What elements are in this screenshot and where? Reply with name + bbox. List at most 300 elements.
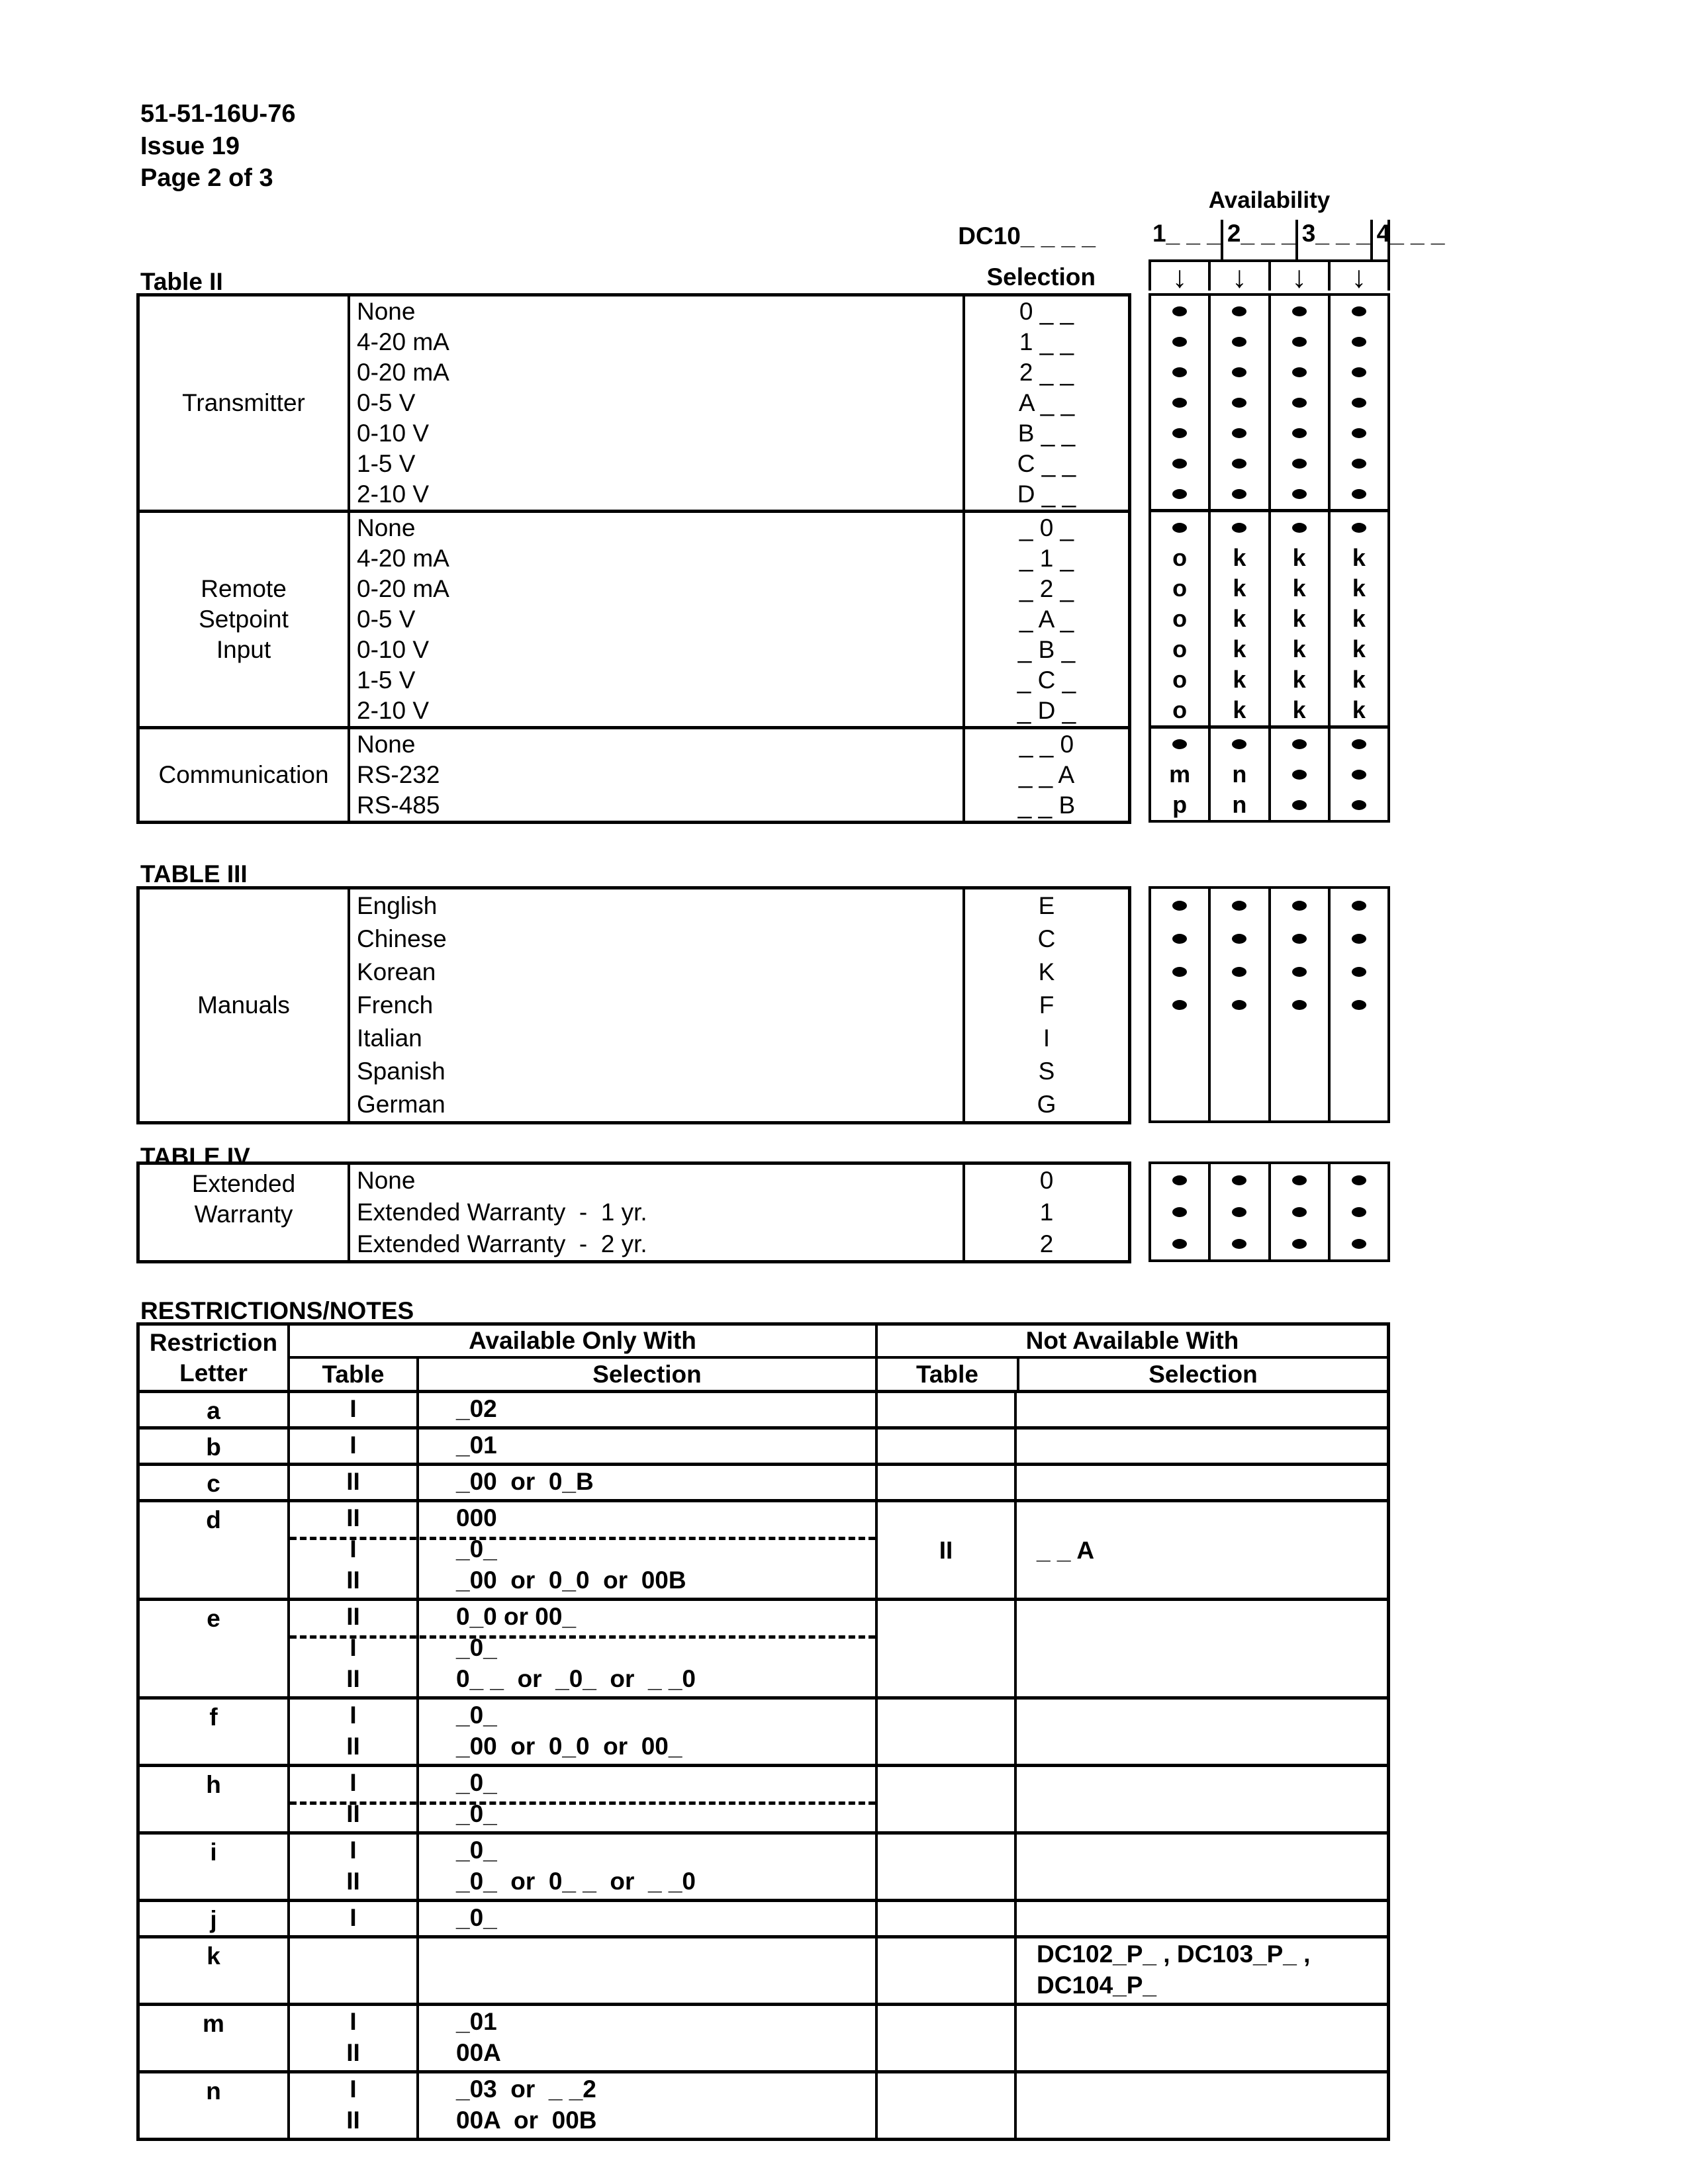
availability-marker [1151, 448, 1208, 478]
availability-marker [1151, 729, 1208, 759]
category-label: Setpoint [199, 606, 289, 633]
availability-row [1151, 1054, 1387, 1087]
restriction-row [140, 1426, 1387, 1463]
restriction-row [140, 1598, 1387, 1696]
bullet-icon [1292, 1175, 1307, 1185]
availability-title: Availability [1208, 187, 1331, 213]
selection-column-label: Selection [986, 263, 1096, 291]
availability-marker: k [1328, 604, 1387, 634]
availability-marker [1151, 1021, 1208, 1054]
availability-marker: k [1268, 634, 1328, 664]
availability-row [1151, 326, 1387, 357]
avail-table-value: II [346, 2039, 360, 2066]
selection-col-header: Selection [1017, 1359, 1387, 1390]
availability-row [1151, 573, 1387, 604]
table-section [140, 296, 1128, 510]
table-row [350, 296, 1128, 327]
table-row [350, 956, 1128, 989]
navail-selection-value: DC104_P_ [1037, 1972, 1157, 1999]
availability-row [1151, 1021, 1387, 1054]
availability-section [1151, 509, 1387, 725]
avail-selection-value: 00A or 00B [456, 2107, 597, 2134]
table-row [350, 989, 1128, 1022]
bullet-icon [1292, 523, 1307, 533]
arrow-down-icon: ↓ [1268, 262, 1328, 291]
option-label: None [357, 298, 416, 325]
avail-table-value: II [346, 1504, 360, 1531]
not-available-with-header: Not Available With [878, 1326, 1387, 1359]
bullet-icon [1232, 1239, 1246, 1249]
availability-section [1151, 725, 1387, 820]
avail-table-col [290, 1393, 416, 1426]
availability-marker [1328, 512, 1387, 543]
bullet-icon [1172, 523, 1187, 533]
avail-selection-value: _01 [456, 2008, 497, 2035]
table4-availability-grid [1149, 1161, 1390, 1262]
selection-code: C _ _ [962, 449, 1128, 479]
selection-code: D _ _ [962, 479, 1128, 510]
availability-row [1151, 512, 1387, 543]
availability-marker: k [1208, 695, 1268, 725]
availability-arrows-row [1149, 259, 1387, 294]
avail-table-col [290, 1835, 416, 1899]
availability-marker [1151, 1087, 1208, 1120]
dashed-divider [290, 1537, 875, 1540]
restriction-row [140, 1463, 1387, 1499]
avail-selection-value: _00 or 0_0 or 00B [456, 1567, 686, 1594]
option-label: Extended Warranty - 2 yr. [357, 1230, 647, 1257]
availability-row [1151, 357, 1387, 387]
availability-marker [1268, 387, 1328, 418]
selection-code: _ B _ [962, 635, 1128, 665]
availability-row [1151, 922, 1387, 955]
table-row [350, 1055, 1128, 1088]
table-row [350, 574, 1128, 604]
navail-table-col [875, 1767, 1014, 1831]
available-only-with-group [290, 1326, 875, 1390]
bullet-icon [1352, 770, 1366, 780]
availability-column-labels [1149, 220, 1445, 259]
restrictions-table [136, 1322, 1390, 2141]
restrictions-label: RESTRICTIONS/NOTES [140, 1297, 414, 1324]
availability-marker [1151, 1228, 1208, 1259]
not-available-with-group [875, 1326, 1387, 1390]
option-label: 0-20 mA [357, 575, 449, 602]
availability-marker [1328, 790, 1387, 820]
availability-marker [1151, 1054, 1208, 1087]
bullet-icon [1172, 901, 1187, 911]
table-section [140, 889, 1128, 1121]
selection-code: E [962, 889, 1128, 923]
availability-marker [1208, 512, 1268, 543]
availability-marker: n [1208, 790, 1268, 820]
bullet-icon [1172, 739, 1187, 749]
navail-table-col [875, 1466, 1014, 1499]
bullet-icon [1352, 398, 1366, 408]
availability-row [1151, 1164, 1387, 1196]
availability-marker [1268, 790, 1328, 820]
bullet-icon [1172, 398, 1187, 408]
availability-row [1151, 296, 1387, 326]
available-only-with-subheader [290, 1359, 875, 1390]
availability-marker [1151, 1196, 1208, 1228]
table2-label: Table II [140, 268, 223, 295]
selection-code: G [962, 1088, 1128, 1121]
bullet-icon [1292, 800, 1307, 810]
avail-table-col [290, 2073, 416, 2138]
availability-marker [1268, 1087, 1328, 1120]
availability-marker: o [1172, 605, 1188, 632]
restriction-letter: j [140, 1902, 290, 1935]
availability-row [1151, 988, 1387, 1021]
bullet-icon [1352, 306, 1366, 316]
table3-availability-grid [1149, 886, 1390, 1123]
bullet-icon [1292, 459, 1307, 469]
availability-marker [1151, 387, 1208, 418]
bullet-icon [1172, 967, 1187, 977]
availability-marker [1328, 1196, 1387, 1228]
table-row [350, 327, 1128, 357]
availability-marker [1208, 1164, 1268, 1196]
availability-header-grid [1149, 220, 1445, 294]
avail-selection-value: _00 or 0_B [456, 1468, 594, 1495]
bullet-icon [1172, 337, 1187, 347]
table4-label: TABLE IV [140, 1143, 250, 1170]
availability-marker [1268, 1228, 1328, 1259]
category-label: Transmitter [182, 389, 305, 416]
option-label: 0-10 V [357, 636, 430, 663]
bullet-icon [1232, 967, 1246, 977]
avail-table-value: I [350, 1769, 357, 1796]
table-row [350, 729, 1128, 760]
availability-column-label: 4_ _ _ [1370, 220, 1445, 259]
avail-table-col [290, 1430, 416, 1463]
availability-row [1151, 543, 1387, 573]
avail-table-value: I [350, 2008, 357, 2035]
availability-marker: k [1268, 664, 1328, 695]
category-label: Remote [201, 575, 287, 602]
category-cell [140, 729, 350, 821]
dashed-divider [290, 1801, 875, 1805]
avail-table-value: I [350, 1432, 357, 1459]
availability-marker: k [1328, 573, 1387, 604]
bullet-icon [1352, 1207, 1366, 1217]
bullet-icon [1232, 367, 1246, 377]
option-label: RS-485 [357, 792, 440, 819]
bullet-icon [1292, 367, 1307, 377]
navail-selection-value: DC102_P_ , DC103_P_ , [1037, 1940, 1311, 1968]
restriction-letter: f [140, 1700, 290, 1764]
table-row [350, 665, 1128, 696]
bullet-icon [1172, 306, 1187, 316]
table2-availability-grid [1149, 293, 1390, 823]
availability-row [1151, 604, 1387, 634]
avail-selection-col [416, 1835, 875, 1899]
navail-selection-col [1014, 1938, 1387, 2003]
availability-marker [1151, 1164, 1208, 1196]
availability-row [1151, 955, 1387, 988]
avail-selection-value: 0_ _ or _0_ or _ _0 [456, 1665, 696, 1692]
bullet-icon [1352, 459, 1366, 469]
availability-row [1151, 1087, 1387, 1120]
availability-marker: o [1172, 635, 1188, 662]
dashed-divider [290, 1635, 875, 1639]
avail-selection-value: _0_ [456, 1800, 497, 1827]
availability-row [1151, 790, 1387, 820]
avail-table-value: I [350, 2075, 357, 2103]
navail-selection-col [1014, 1502, 1387, 1598]
selection-code: K [962, 956, 1128, 989]
bullet-icon [1172, 934, 1187, 944]
availability-marker [1328, 448, 1387, 478]
navail-table-col [875, 2073, 1014, 2138]
avail-selection-value: 00A [456, 2039, 501, 2066]
options-column [350, 296, 1128, 510]
availability-marker [1328, 955, 1387, 988]
avail-table-value: II [346, 1468, 360, 1495]
table-row [350, 790, 1128, 821]
availability-row [1151, 387, 1387, 418]
selection-code: _ 0 _ [962, 513, 1128, 543]
category-label: Manuals [197, 991, 290, 1019]
availability-marker [1268, 759, 1328, 790]
navail-selection-col [1014, 1902, 1387, 1935]
bullet-icon [1172, 459, 1187, 469]
selection-col-header: Selection [416, 1359, 875, 1390]
navail-selection-col [1014, 1700, 1387, 1764]
restriction-letter: i [140, 1835, 290, 1899]
selection-code: 1 [962, 1197, 1128, 1228]
avail-table-value: II [346, 1567, 360, 1594]
restrictions-header [140, 1326, 1387, 1390]
option-label: French [357, 991, 434, 1019]
availability-marker: k [1268, 573, 1328, 604]
availability-row [1151, 759, 1387, 790]
avail-selection-value: _00 or 0_0 or 00_ [456, 1733, 682, 1760]
availability-row [1151, 1228, 1387, 1259]
avail-selection-col [416, 1700, 875, 1764]
restriction-letter: k [140, 1938, 290, 2003]
availability-marker [1268, 1054, 1328, 1087]
availability-row [1151, 418, 1387, 448]
table-row [350, 760, 1128, 790]
availability-marker [1268, 478, 1328, 509]
availability-marker [1268, 729, 1328, 759]
bullet-icon [1172, 1207, 1187, 1217]
availability-section [1151, 1164, 1387, 1259]
availability-marker: k [1268, 543, 1328, 573]
category-cell [140, 513, 350, 726]
navail-selection-col [1014, 1767, 1387, 1831]
availability-marker [1268, 418, 1328, 448]
bullet-icon [1352, 523, 1366, 533]
option-label: 2-10 V [357, 480, 430, 508]
table-row [350, 543, 1128, 574]
availability-marker: k [1208, 543, 1268, 573]
restriction-letter: m [140, 2006, 290, 2070]
navail-selection-col [1014, 2073, 1387, 2138]
availability-marker [1208, 387, 1268, 418]
bullet-icon [1292, 1207, 1307, 1217]
availability-row [1151, 695, 1387, 725]
availability-marker [1268, 512, 1328, 543]
table-col-header: Table [916, 1360, 978, 1388]
avail-selection-col [416, 2073, 875, 2138]
availability-marker [1151, 418, 1208, 448]
category-cell [140, 296, 350, 510]
bullet-icon [1232, 337, 1246, 347]
availability-marker: k [1208, 573, 1268, 604]
avail-table-col [290, 2006, 416, 2070]
option-label: 4-20 mA [357, 328, 449, 355]
model-prefix-label: DC10_ _ _ _ [958, 222, 1096, 250]
selection-code: _ _ 0 [962, 729, 1128, 760]
bullet-icon [1352, 901, 1366, 911]
avail-selection-col [416, 1430, 875, 1463]
option-label: Italian [357, 1024, 422, 1052]
availability-marker [1268, 988, 1328, 1021]
avail-selection-value: _0_ [456, 1634, 497, 1661]
availability-marker [1268, 922, 1328, 955]
availability-marker [1208, 729, 1268, 759]
avail-selection-value: _03 or _ _2 [456, 2075, 596, 2103]
restriction-row [140, 1831, 1387, 1899]
availability-marker [1328, 1228, 1387, 1259]
option-label: None [357, 731, 416, 758]
availability-row [1151, 664, 1387, 695]
available-only-with-header: Available Only With [290, 1326, 875, 1359]
avail-table-value: I [350, 1702, 357, 1729]
restriction-letter: n [140, 2073, 290, 2138]
avail-selection-value: 000 [456, 1504, 497, 1531]
availability-marker [1268, 1021, 1328, 1054]
availability-marker [1208, 448, 1268, 478]
availability-marker: k [1268, 604, 1328, 634]
availability-marker [1268, 448, 1328, 478]
option-label: 1-5 V [357, 666, 416, 694]
doc-number: 51-51-16U-76 [140, 100, 296, 128]
restriction-letter: d [140, 1502, 290, 1598]
avail-selection-col [416, 1502, 875, 1598]
option-label: Spanish [357, 1058, 445, 1085]
options-column [350, 889, 1128, 1121]
bullet-icon [1292, 1000, 1307, 1010]
restriction-letter: c [140, 1466, 290, 1499]
option-label: Korean [357, 958, 436, 985]
avail-table-col [290, 1502, 416, 1598]
availability-marker [1208, 955, 1268, 988]
navail-table-col [875, 1502, 1014, 1598]
avail-table-value: I [350, 1904, 357, 1931]
table-col-header: Table [322, 1360, 385, 1388]
availability-marker: p [1172, 791, 1188, 818]
option-label: 0-20 mA [357, 359, 449, 386]
navail-table-col [875, 1700, 1014, 1764]
availability-marker [1208, 1228, 1268, 1259]
restriction-rows [140, 1390, 1387, 2138]
table-row [350, 889, 1128, 923]
table-row [350, 604, 1128, 635]
availability-marker: o [1172, 666, 1188, 693]
table-row [350, 418, 1128, 449]
avail-table-value: II [346, 1800, 360, 1827]
category-cell [140, 1165, 350, 1260]
availability-marker [1208, 326, 1268, 357]
availability-marker [1151, 326, 1208, 357]
category-label: Warranty [194, 1201, 293, 1228]
navail-table-value [878, 1938, 1014, 1970]
selection-code: 1 _ _ [962, 327, 1128, 357]
bullet-icon [1232, 428, 1246, 438]
navail-table-value: II [939, 1536, 953, 1564]
navail-selection-col [1014, 1835, 1387, 1899]
avail-selection-value: _01 [456, 1432, 497, 1459]
bullet-icon [1292, 306, 1307, 316]
navail-selection-col [1014, 1430, 1387, 1463]
option-label: 4-20 mA [357, 545, 449, 572]
table-row [350, 696, 1128, 726]
avail-table-value: I [350, 1634, 357, 1661]
avail-selection-value: _0_ [456, 1769, 497, 1796]
avail-table-col [290, 1902, 416, 1935]
availability-marker [1328, 1087, 1387, 1120]
selection-code: S [962, 1055, 1128, 1088]
table-section [140, 726, 1128, 821]
restriction-row [140, 2003, 1387, 2070]
navail-selection-col [1014, 1393, 1387, 1426]
category-label: Extended [191, 1170, 296, 1197]
avail-table-col [290, 1601, 416, 1696]
table4-main-table [136, 1161, 1131, 1263]
table-row [350, 479, 1128, 510]
table-row [350, 1165, 1128, 1197]
doc-issue: Issue 19 [140, 132, 240, 160]
options-column [350, 729, 1128, 821]
restriction-letter: a [140, 1393, 290, 1426]
selection-code: _ 1 _ [962, 543, 1128, 574]
avail-selection-col [416, 1902, 875, 1935]
navail-table-col [875, 1938, 1014, 2003]
restriction-row [140, 1390, 1387, 1426]
availability-row [1151, 448, 1387, 478]
selection-code: A _ _ [962, 388, 1128, 418]
table-section [140, 1165, 1128, 1260]
arrow-down-icon: ↓ [1149, 262, 1208, 291]
restriction-row [140, 2070, 1387, 2138]
bullet-icon [1352, 489, 1366, 499]
availability-marker [1328, 387, 1387, 418]
bullet-icon [1292, 770, 1307, 780]
selection-code: _ A _ [962, 604, 1128, 635]
bullet-icon [1232, 398, 1246, 408]
bullet-icon [1232, 1175, 1246, 1185]
selection-code: _ 2 _ [962, 574, 1128, 604]
arrow-down-icon: ↓ [1208, 262, 1268, 291]
restriction-row [140, 1899, 1387, 1935]
bullet-icon [1232, 934, 1246, 944]
avail-selection-value: _0_ [456, 1702, 497, 1729]
availability-marker [1328, 1021, 1387, 1054]
restriction-letter: b [140, 1430, 290, 1463]
navail-table-col [875, 1393, 1014, 1426]
availability-row [1151, 634, 1387, 664]
navail-table-col [875, 1601, 1014, 1696]
availability-marker: k [1328, 664, 1387, 695]
avail-table-col [290, 1938, 416, 2003]
selection-code: _ _ A [962, 760, 1128, 790]
availability-marker [1208, 1054, 1268, 1087]
bullet-icon [1232, 459, 1246, 469]
